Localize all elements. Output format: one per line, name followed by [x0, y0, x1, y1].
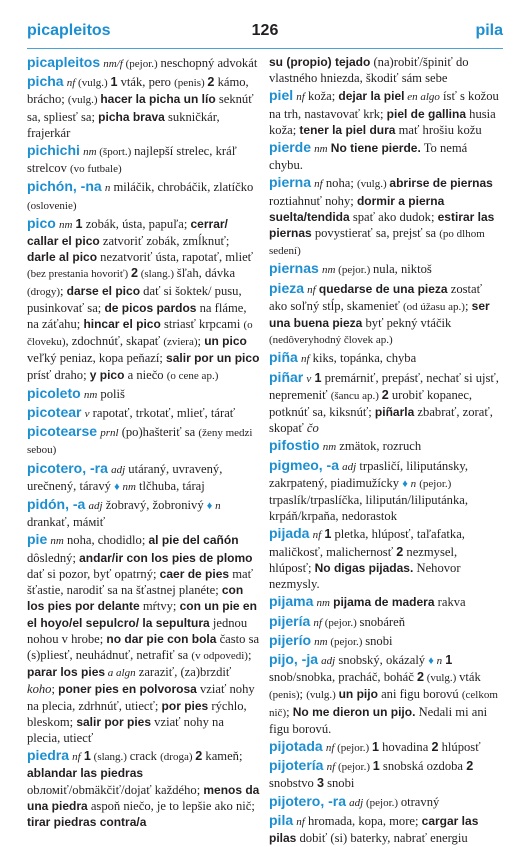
definition-text: kameň; [202, 749, 243, 764]
definition-text: aspoň niečo, je to lepšie ako nič; [87, 798, 255, 813]
usage-label: (bez prestania hovoriť) [27, 268, 131, 281]
definition-text: mať šťastie, narodiť sa na šťastnej planéte; [27, 566, 253, 598]
definition-text: (na)robiť/špiniť do vlastného hniezda, škodiť sám sebe [269, 55, 469, 86]
definition-text: a niečo [124, 367, 167, 382]
grammar-label: a algn [105, 667, 136, 680]
usage-label: (od úžasu ap.) [402, 300, 465, 313]
headword: pichichi [27, 142, 80, 159]
phrase: ablandar las piedras [27, 766, 144, 781]
dictionary-entry [27, 385, 260, 403]
dictionary-entry [27, 215, 260, 384]
grammar-label: adj [321, 654, 336, 667]
usage-label: (pejor.) [335, 761, 373, 774]
usage-label: (vulg.) [423, 672, 460, 685]
usage-label: (slang.) [90, 751, 130, 764]
grammar-label: nf [312, 529, 322, 542]
definition-text: dôsledný; [27, 550, 80, 565]
definition-text: jednou nohou v hrobe; [27, 615, 248, 646]
phrase: por pies [161, 698, 209, 713]
phrase: No me dieron un pijo. [292, 704, 416, 719]
definition-text: noha, chodidlo; [63, 533, 149, 548]
definition-text: povystierať sa, prejsť sa [311, 226, 440, 241]
dictionary-entry [269, 280, 502, 349]
dictionary-entry [269, 613, 502, 631]
definition-text: hromada, kopa, more; [304, 813, 422, 828]
headword: pijotería [269, 757, 324, 774]
definition-text: dať si šoktek/ pusu, pusinkovať sa; [27, 283, 242, 315]
phrase: pijama de madera [333, 595, 435, 610]
grammar-label: nm [58, 218, 73, 231]
definition-text: vziať nohy na plecia, zdrhnúť, utiecť; [27, 682, 255, 713]
usage-label: (droga) [160, 751, 196, 764]
guide-word-left: picapleitos [27, 22, 111, 39]
dictionary-entry [269, 457, 502, 525]
definition-text: To nemá chybu. [269, 141, 468, 173]
definition-text: nezmysel, hlúposť; [269, 544, 458, 575]
definition-text: snobstvo [269, 776, 317, 791]
definition-text: ; [197, 334, 205, 349]
phrase: quedarse de una pieza [318, 281, 448, 296]
definition-text: mŕtvy; [139, 599, 180, 614]
dictionary-entry [27, 54, 260, 72]
grammar-label: prnl [100, 427, 119, 440]
headword: picotear [27, 404, 82, 421]
phrase: un pico [204, 334, 247, 349]
definition-text: šľah, dávka [176, 266, 236, 281]
definition-text: najlepší strelec, kráľ strelcov [27, 144, 237, 176]
definition-text: spať ako dudok; [349, 209, 438, 224]
headword: pijo, -ja [269, 650, 318, 667]
dictionary-entry [269, 738, 502, 756]
phrase: salir por pies [76, 714, 152, 729]
headword: piña [269, 349, 298, 366]
dictionary-entry [269, 812, 502, 846]
usage-label: (vulg.) [306, 689, 339, 702]
sense-number: 1 [110, 75, 118, 90]
definition-text: vták [459, 670, 481, 685]
sense-number: 1 [75, 216, 83, 231]
definition-text: zmätok, rozruch [336, 439, 422, 454]
usage-label: (celkom nič) [269, 689, 498, 719]
phrase: salir por un pico [166, 351, 260, 366]
headword: pila [269, 811, 294, 828]
sense-number: 2 [431, 739, 439, 754]
sense-number: 1 [314, 370, 322, 385]
definition-text: seknúť sa, spliesť sa; [27, 92, 254, 124]
sense-number: 3 [316, 776, 324, 791]
grammar-label: n [407, 477, 417, 490]
grammar-label: nf [296, 815, 305, 828]
phrase: piñarla [374, 405, 415, 420]
phrase: hincar el pico [83, 317, 161, 332]
definition-text: rakva [434, 595, 466, 610]
definition-text: rapotať, trkotať, mlieť, tárať [89, 406, 236, 421]
headword: pico [27, 214, 56, 231]
definition-text: ; [464, 298, 472, 313]
dictionary-entry [27, 460, 260, 495]
grammar-label: n [104, 182, 111, 195]
dictionary-entry [269, 651, 502, 737]
definition-text: vták, pero [117, 75, 175, 90]
grammar-label: nf [325, 741, 335, 754]
sense-number: 1 [371, 739, 379, 754]
dictionary-entry [27, 404, 260, 422]
dictionary-entry [27, 747, 260, 830]
phrase: un pijo [338, 687, 378, 702]
grammar-label: nm [322, 441, 337, 454]
definition-text: snobi [365, 633, 393, 648]
definition-text: tlčhuba, táraj [135, 478, 205, 493]
phrase: al pie del cañón [148, 533, 239, 548]
usage-label: (pejor.) [334, 741, 372, 754]
definition-text: mať hrošiu kožu [395, 122, 482, 137]
grammar-label: nm [321, 264, 336, 277]
sense-number: 2 [396, 544, 404, 559]
definition-text: , zdochnúť, skapať [65, 334, 164, 349]
left-column [27, 54, 260, 831]
headword: picha [27, 73, 64, 90]
dictionary-entry [27, 73, 260, 141]
grammar-label: nf [296, 91, 305, 104]
phrase: ser una buena pieza [269, 298, 490, 331]
definition-text: urobiť kopanec, potknúť sa, kiksnúť; [269, 387, 473, 420]
headword: pijotero, -ra [269, 792, 347, 809]
phrase: no dar pie con bola [106, 631, 217, 646]
definition-text: premárniť, prepásť, nechať si ujsť, nepremeniť [269, 370, 499, 402]
grammar-label: n [212, 500, 221, 513]
definition-text: kámo, brácho; [27, 75, 249, 107]
headword: pierde [269, 139, 312, 156]
headword: pidón, -a [27, 496, 86, 513]
definition-text: zatvoriť zobák, zmĺknuť; [99, 234, 230, 249]
phrase: con un pie en el hoyo/el sepulcro/ la sepultura [27, 599, 257, 630]
italic-text: čo [306, 421, 319, 436]
phrase: dejar la piel [338, 89, 405, 104]
definition-text: často sa (s)pliesť, neuhádnuť, netrafiť sa [27, 631, 260, 662]
definition-text: nula, niktoš [373, 262, 432, 277]
definition-text: ; [286, 704, 293, 719]
headword: pierna [269, 174, 312, 191]
phrase: con los pies por delante [27, 583, 244, 614]
usage-label: (pejor.) [122, 58, 161, 70]
headword: pijería [269, 612, 311, 629]
definition-text: ísť s kožou na trh, nastavovať krk; [269, 89, 499, 121]
diamond-icon: ♦ [114, 480, 120, 493]
definition-text: snobská ozdoba [379, 759, 467, 774]
headword: pigmeo, -a [269, 456, 340, 473]
usage-label: (slang.) [137, 268, 177, 281]
italic-text: koho [27, 682, 52, 697]
definition-text: zaraziť, (za)brzdiť [135, 665, 232, 680]
headword: piernas [269, 260, 319, 277]
grammar-label: v [306, 372, 312, 385]
sense-number: 1 [83, 749, 91, 764]
grammar-label: v [84, 408, 90, 421]
dictionary-entry [269, 174, 502, 259]
diamond-icon: ♦ [402, 477, 408, 490]
phrase: cargar las pilas [269, 813, 479, 845]
dictionary-entry [269, 87, 502, 138]
grammar-label: nf [313, 616, 322, 629]
phrase: estirar las piernas [269, 209, 495, 241]
grammar-label: nf [66, 77, 76, 90]
usage-label: (pejor.) [419, 477, 452, 490]
definition-text: drankať, máміť [27, 515, 106, 530]
usage-label: (vulg.) [357, 178, 390, 191]
usage-label: (penis) [174, 77, 208, 90]
grammar-label: nf [300, 353, 310, 366]
usage-label: (penis) [269, 689, 300, 702]
usage-label: (vulg.) [75, 77, 111, 90]
dictionary-entry [27, 178, 260, 213]
usage-label: (zviera) [163, 336, 198, 349]
definition-text: ani figu borovú [377, 687, 462, 702]
definition-text: miláčik, chrobáčik, zlatíčko [110, 180, 254, 195]
sense-number: 1 [372, 759, 380, 774]
usage-label: (ženy medzi sebou) [27, 427, 253, 457]
headword: picotero, -ra [27, 459, 108, 476]
dictionary-entry [269, 139, 502, 173]
dictionary-entry [27, 423, 260, 458]
definition-text: neschopný advokát [160, 56, 258, 70]
usage-label: (pejor.) [327, 635, 366, 648]
definition-text: ; [299, 687, 307, 702]
definition-text: sukničkár, frajerkár [27, 109, 220, 140]
diamond-icon: ♦ [206, 500, 213, 513]
definition-text: hovadina [378, 739, 432, 754]
usage-label: (drogy) [27, 285, 60, 298]
dictionary-entry [269, 369, 502, 437]
headword: pieza [269, 279, 305, 296]
phrase: abrirse de piernas [389, 176, 493, 191]
definition-text: snobi [323, 776, 355, 791]
dictionary-entry [27, 496, 260, 530]
sense-number: 2 [416, 670, 424, 685]
definition-text: veľký peniaz, kopa peňazí; [27, 351, 167, 366]
dictionary-entry [269, 757, 502, 791]
definition-text: obломiť/obmäkčiť/dojať každého; [27, 782, 204, 797]
definition-text: roztiahnuť nohy; [269, 193, 357, 208]
usage-label: (v odpovedi) [191, 649, 248, 662]
sense-number: 2 [381, 387, 389, 402]
headword: pijada [269, 525, 310, 542]
usage-label: (vo futbale) [70, 163, 122, 176]
definition-text: zostať ako soľný stĺp, skamenieť [269, 281, 483, 313]
grammar-label: nm [50, 535, 64, 548]
headword: piñar [269, 368, 304, 385]
sense-number: 1 [324, 527, 332, 542]
usage-label: (oslovenie) [27, 199, 77, 212]
usage-label: (pejor.) [335, 264, 373, 277]
dictionary-entry [269, 632, 502, 650]
definition-text: snobáreň [359, 614, 406, 629]
phrase: hacer la picha un lío [100, 92, 216, 107]
sense-number: 2 [130, 266, 138, 281]
phrase: y pico [89, 367, 125, 382]
page-header [27, 18, 503, 49]
definition-text: kiks, topánka, chyba [309, 351, 417, 366]
sense-number: 1 [445, 652, 453, 667]
definition-text: ; [60, 283, 67, 298]
phrase: tirar piedras contra/a [27, 814, 147, 829]
grammar-label: nm [83, 146, 97, 159]
headword: pie [27, 531, 48, 548]
definition-text: na fláme, na záťahu; [27, 300, 247, 332]
definition-text: crack [129, 749, 161, 764]
sense-number: 2 [207, 75, 215, 90]
phrase: darle al pico [27, 250, 98, 265]
phrase: darse el pico [66, 283, 141, 298]
usage-label: (o človeku) [27, 319, 253, 349]
grammar-label: adj [349, 796, 364, 809]
grammar-label: adj [111, 463, 126, 476]
phrase: de picos pardos [104, 300, 197, 315]
headword: pijama [269, 593, 314, 610]
grammar-label: nm [83, 388, 98, 401]
definition-text: hlúposť [438, 739, 481, 754]
dictionary-entry [269, 793, 502, 811]
headword: pijotada [269, 737, 323, 754]
guide-word-right: pila [475, 22, 503, 39]
diamond-icon: ♦ [428, 654, 434, 667]
definition-text: byť pekný vtáčik [362, 316, 452, 331]
definition-text: noha; [322, 176, 358, 191]
phrase: parar los pies [27, 665, 106, 680]
usage-label: (šport.) [96, 146, 135, 159]
headword: picoleto [27, 384, 81, 401]
definition-text: dať si pozor, byť opatrný; [27, 566, 160, 581]
headword: pijerío [269, 631, 312, 648]
definition-text: Nedali mi ani figu borovú. [269, 704, 488, 736]
grammar-label: nm/f [103, 58, 123, 70]
definition-text: Nehovor nezmysly. [269, 560, 461, 592]
sense-number: 2 [466, 759, 474, 774]
definition-text: striasť krpcami [160, 317, 244, 332]
dictionary-entry [269, 437, 502, 455]
definition-text: zobák, ústa, papuľa; [82, 216, 191, 231]
definition-text: utáraný, uvravený, urečnený, táravý [27, 461, 223, 493]
usage-label: (o cene ap.) [166, 369, 219, 382]
definition-text: ; [247, 647, 252, 662]
definition-text: poliš [97, 386, 125, 401]
phrase: dormir a pierna suelta/tendida [269, 193, 445, 224]
dictionary-entry [269, 260, 502, 278]
phrase: cerrar/ callar el pico [27, 216, 228, 249]
grammar-label: nf [307, 283, 316, 296]
grammar-label: nm [314, 143, 328, 156]
headword: picotearse [27, 423, 98, 440]
definition-text: (po)hašteriť sa [118, 425, 199, 440]
definition-text: žobravý, žobronivý [102, 498, 207, 513]
phrase: menos da una piedra [27, 782, 260, 813]
usage-label: (pejor.) [363, 796, 401, 809]
grammar-label: n [433, 654, 443, 667]
definition-text: trpaslík/trpaslíčka, lilipután/liliputánka, krpáň/krpaňa, nedorastok [269, 493, 469, 524]
grammar-label: adj [342, 460, 357, 473]
definition-text: snobský, okázalý [335, 652, 429, 667]
phrase: No tiene pierde. [330, 141, 421, 156]
definition-text: snob/snobka, pracháč, boháč [269, 670, 417, 685]
grammar-label: nf [314, 178, 323, 191]
definition-text: otravný [400, 794, 440, 809]
usage-label: (vulg.) [67, 94, 101, 107]
phrase: poner pies en polvorosa [58, 682, 197, 697]
grammar-label: en algo [404, 91, 440, 104]
phrase: picha brava [98, 109, 165, 124]
right-column [269, 54, 502, 847]
grammar-label: nf [326, 761, 336, 774]
definition-text: ; [51, 682, 59, 697]
definition-text: dobiť (si) baterky, nabrať energiu [296, 830, 468, 845]
phrase: piel de gallina [386, 106, 467, 121]
page-number: 126 [251, 22, 279, 39]
headword: picapleitos [27, 54, 101, 70]
dictionary-entry [269, 54, 502, 86]
grammar-label: adj [88, 500, 103, 513]
definition-text: pletka, hlúposť, taľafatka, maličkosť, malichernosť [269, 527, 465, 559]
grammar-label: nm [316, 597, 330, 610]
grammar-label: nf [72, 751, 81, 764]
sense-number: 2 [195, 749, 203, 764]
definition-text: koža; [304, 89, 339, 104]
definition-text: nezatvoriť ústa, rapotať, mlieť [97, 250, 254, 265]
phrase: andar/ir con los pies de plomo [79, 550, 253, 565]
grammar-label: nm [314, 635, 328, 648]
phrase: su (propio) tejado [269, 55, 371, 69]
headword: pifostio [269, 437, 320, 454]
usage-label: (šancu ap.) [330, 389, 382, 402]
definition-text: trpasličí, liliputánsky, zakrpatený, piadimužícky [269, 458, 469, 490]
dictionary-entry [27, 142, 260, 177]
phrase: caer de pies [159, 566, 230, 581]
dictionary-entry [27, 531, 260, 746]
definition-text: husia koža; [269, 106, 496, 137]
phrase: tener la piel dura [299, 122, 396, 137]
usage-label: (po dlhom sedení) [269, 228, 485, 258]
dictionary-entry [269, 525, 502, 592]
definition-text: zbabrať, zorať, skopať [269, 405, 493, 436]
phrase: No digas pijadas. [314, 560, 414, 575]
usage-label: (nedôveryhodný človek ap.) [269, 334, 393, 347]
headword: piel [269, 87, 294, 104]
dictionary-entry [269, 349, 502, 367]
grammar-label: nm [119, 480, 136, 493]
usage-label: (pejor.) [321, 616, 360, 629]
definition-text: rýchlo, bleskom; [27, 698, 247, 729]
definition-text: prísť draho; [27, 367, 90, 382]
definition-text: vziať nohy na plecia, utiecť [27, 714, 224, 745]
headword: piedra [27, 747, 70, 764]
headword: pichón, -na [27, 178, 102, 195]
dictionary-entry [269, 593, 502, 611]
